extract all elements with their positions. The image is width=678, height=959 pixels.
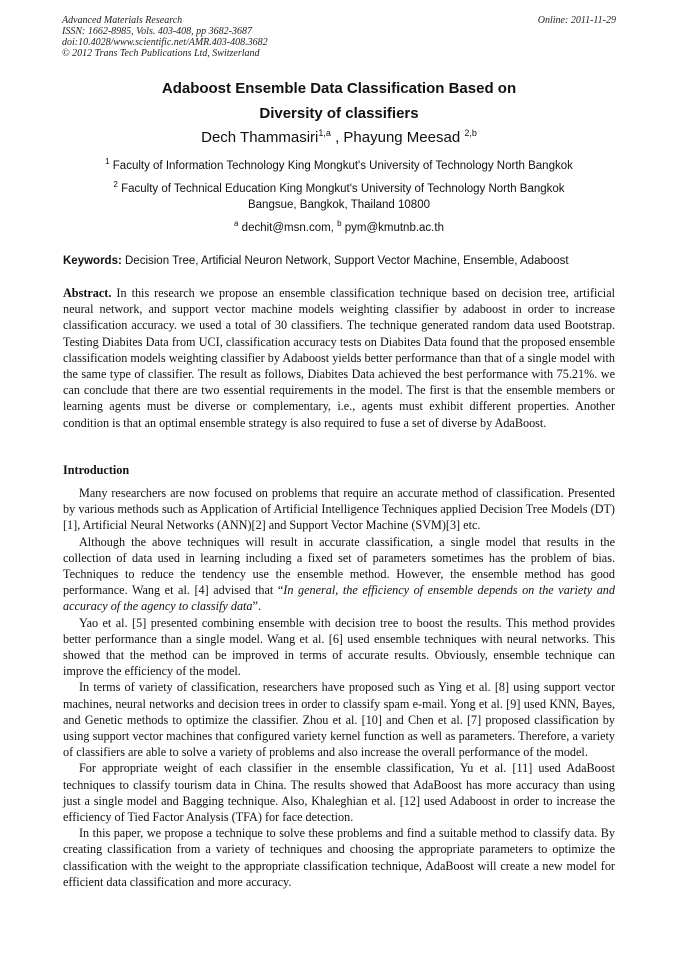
journal-copyright: © 2012 Trans Tech Publications Ltd, Switzerland	[62, 48, 260, 59]
email-b: pym@kmutnb.ac.th	[341, 221, 444, 234]
paper-title-line-2: Diversity of classifiers	[259, 105, 419, 122]
introduction-heading: Introduction	[63, 463, 130, 477]
email-a-mark: a	[234, 219, 239, 228]
keywords-text: Decision Tree, Artificial Neuron Network, Support Vector Machine, Ensemble, Adaboost	[121, 255, 569, 267]
author-emails	[0, 219, 678, 234]
paper-title-line-1: Adaboost Ensemble Data Classification Based on	[161, 80, 517, 97]
journal-issn: ISSN: 1662-8985, Vols. 403-408, pp 3682-3687	[62, 26, 252, 37]
intro-paragraph-1: Many researchers are now focused on problems that require an accurate method of classification. Presented by various methods such as Application of Artificial Intelligence Techniques applied Decision Tree Models (DT) [1], Artificial Neural Networks (ANN)[2] and Support Vector Machine (SVM)[3] etc.	[63, 486, 615, 533]
author-line	[0, 128, 678, 146]
author-separator: ,	[330, 129, 344, 146]
email-a: dechit@msn.com,	[238, 221, 338, 234]
author-2-affiliation-mark: 2,b	[464, 128, 477, 138]
email-b-mark: b	[337, 219, 342, 228]
introduction-body	[63, 485, 615, 890]
keywords	[63, 255, 615, 267]
intro-paragraph-4: In terms of variety of classification, researchers have proposed such as Ying et al. [8] using support vector machines, neural networks and decision trees in order to classify spam e-mail. Yong et al. [9] used KNN, Bayes, and Genetic methods to optimize the classifier. Zhou et al. [10] and Chen et al. [7] proposed classification by using support vector machines that configured variety kernel function as well as parameters. Therefore, a variety of classifiers are able to solve a variety of problems and also increase the overall performance of the model.	[63, 680, 615, 760]
affiliation-1-mark: 1	[105, 157, 110, 166]
intro-paragraph-2-end: ”.	[252, 599, 261, 614]
author-1-affiliation-mark: 1,a	[318, 128, 331, 138]
affiliation-address: Bangsue, Bangkok, Thailand 10800	[247, 199, 430, 211]
affiliation-2-mark: 2	[113, 180, 118, 189]
abstract-label: Abstract.	[63, 286, 112, 300]
author-1: Dech Thammasiri	[201, 129, 319, 146]
affiliation-1-text: Faculty of Information Technology King Mongkut's University of Technology North Bangkok	[109, 159, 573, 172]
intro-paragraph-6: In this paper, we propose a technique to solve these problems and find a suitable method to classify data. By creating classification from a variety of techniques and choosing the appropriate parameters to optimize the classification with the weight to the appropriate classification technique, AdaBoost will create a new model for efficient data classification and more accuracy.	[63, 826, 615, 889]
intro-paragraph-3: Yao et al. [5] presented combining ensemble with decision tree to boost the results. This method provides better performance than a single model. Wang et al. [6] used ensemble techniques with neural networks. This showed that the method can be improved in terms of accurate results. Obviously, ensemble technique can improve the efficiency of the model.	[63, 615, 615, 679]
abstract-text: In this research we propose an ensemble classification technique based on decision tree, artificial neural network, and support vector machine models weighting classifier by adaboost in order to increase classification accuracy. we used a total of 30 classifiers. The technique generated random data used Bootstrap. Testing Diabites Data from UCI, classification accuracy tests on Diabites Data found that the proposed ensemble classification models weighting classifier by Adaboost yields better performance than that of a single model with the same type of classifier. The result as follows, Diabites Data achieved the best performance with 75.21%. we can conclude that there are two essential requirements in the model. The first is that the ensemble members or learning agents must be diverse or complementary, i.e., agents must exhibit different properties. Another condition is that an optimal ensemble strategy is also required to fuse a set of diverse by AdaBoost.	[63, 286, 615, 430]
intro-paragraph-2-text: Although the above techniques will result in accurate classification, a single model that results in the collection of data used in learning including a fixed set of parameters sometimes has the problem of bias. Techniques to reduce the tendency use the ensemble method. However, the ensemble method has good performance. Wang et al. [4] advised that “	[63, 534, 615, 598]
author-2: Phayung Meesad	[343, 129, 465, 146]
abstract	[63, 285, 615, 431]
affiliation-1	[0, 157, 678, 172]
journal-header	[62, 15, 482, 59]
affiliation-2	[0, 180, 678, 195]
journal-doi: doi:10.4028/www.scientific.net/AMR.403-408.3682	[62, 37, 268, 48]
journal-name: Advanced Materials Research	[62, 15, 183, 26]
keywords-label: Keywords:	[63, 255, 122, 267]
intro-quote: In general, the efficiency of ensemble depends on the variety and accuracy of the agency to classify data	[63, 583, 615, 614]
intro-paragraph-5: For appropriate weight of each classifier in the ensemble classification, Yu et al. [11] used AdaBoost techniques to classify tourism data in China. The results showed that AdaBoost has more accuracy than using just a single model and Bagging technique. Also, Khaleghian et al. [12] used Adaboost in order to increase the efficiency of Tied Factor Analysis (TFA) for face detection.	[63, 761, 615, 825]
intro-paragraph-2	[63, 534, 615, 615]
affiliation-2-text: Faculty of Technical Education King Mongkut's University of Technology North Bangkok	[117, 182, 565, 195]
online-date: Online: 2011-11-29	[537, 15, 616, 26]
